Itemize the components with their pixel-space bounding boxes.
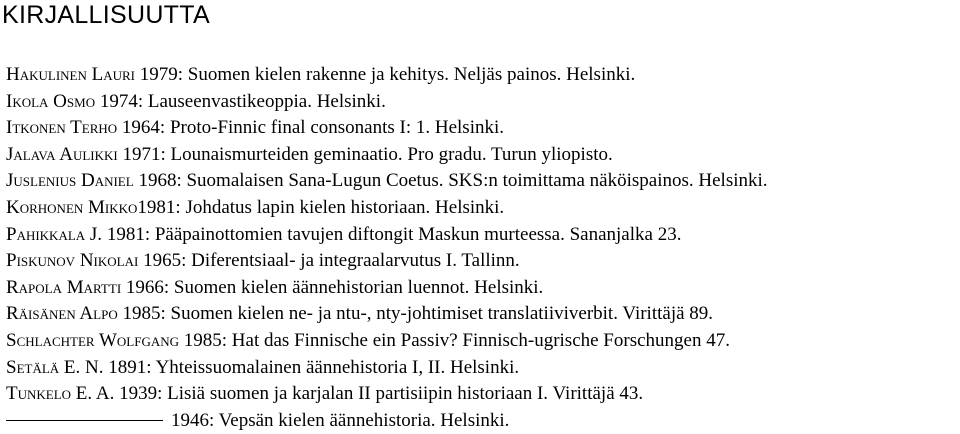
reference-author: Rapola Martti	[6, 276, 122, 298]
page-title: KIRJALLISUUTTA	[2, 1, 210, 29]
reference-item	[6, 62, 768, 89]
reference-author: Itkonen Terho	[6, 117, 118, 139]
reference-item	[6, 89, 768, 116]
reference-item	[6, 408, 768, 434]
same-author-dash	[6, 420, 163, 421]
reference-details: 1891: Yhteissuomalainen äännehistoria I, II. Helsinki.	[103, 356, 520, 378]
reference-author: Tunkelo E. A.	[6, 383, 115, 405]
reference-details: 1985: Suomen kielen ne- ja ntu-, nty-johtimiset translatiiviverbit. Virittäjä 89.	[117, 303, 714, 325]
reference-author: Jalava Aulikki	[6, 143, 118, 165]
reference-details: 1965: Diferentsiaal- ja integraalarvutus I. Tallinn.	[138, 250, 520, 272]
reference-author: Setälä E. N.	[6, 356, 104, 378]
reference-item	[6, 222, 768, 249]
reference-author: Piskunov Nikolai	[6, 250, 139, 272]
reference-item	[6, 248, 768, 275]
reference-item	[6, 168, 768, 195]
reference-details: 1946: Vepsän kielen äännehistoria. Helsinki.	[171, 409, 510, 431]
reference-item	[6, 275, 768, 302]
reference-list	[6, 62, 768, 434]
reference-item	[6, 328, 768, 355]
reference-author: Juslenius Daniel	[6, 170, 134, 192]
reference-details: 1979: Suomen kielen rakenne ja kehitys. Neljäs painos. Helsinki.	[135, 64, 636, 85]
reference-details: 1939: Lisiä suomen ja karjalan II partisiipin historiaan I. Virittäjä 43.	[114, 383, 644, 405]
reference-item	[6, 142, 768, 169]
reference-details: 1981: Pääpainottomien tavujen diftongit Maskun murteessa. Sananjalka 23.	[102, 223, 682, 245]
reference-author: Korhonen Mikko	[6, 196, 138, 218]
reference-details: 1966: Suomen kielen äännehistorian luennot. Helsinki.	[121, 276, 544, 298]
reference-details: 1974: Lauseenvastikeoppia. Helsinki.	[95, 90, 386, 112]
reference-item	[6, 115, 768, 142]
reference-author: Schlachter Wolfgang	[6, 329, 180, 351]
reference-author: Räisänen Alpo	[6, 303, 118, 325]
reference-author: Pahikkala J.	[6, 223, 103, 245]
reference-author: Hakulinen Lauri	[6, 64, 136, 85]
reference-item	[6, 195, 768, 222]
reference-item	[6, 355, 768, 382]
reference-details: 1985: Hat das Finnische ein Passiv? Finnisch-ugrische Forschungen 47.	[179, 329, 730, 351]
reference-details: 1981: Johdatus lapin kielen historiaan. Helsinki.	[137, 196, 505, 218]
reference-item	[6, 381, 768, 408]
reference-author: Ikola Osmo	[6, 90, 96, 112]
reference-item	[6, 301, 768, 328]
reference-details: 1971: Lounaismurteiden geminaatio. Pro gradu. Turun yliopisto.	[117, 143, 613, 165]
reference-details: 1968: Suomalaisen Sana-Lugun Coetus. SKS:n toimittama näköispainos. Helsinki.	[133, 170, 768, 192]
reference-details: 1964: Proto-Finnic final consonants I: 1. Helsinki.	[117, 117, 504, 139]
